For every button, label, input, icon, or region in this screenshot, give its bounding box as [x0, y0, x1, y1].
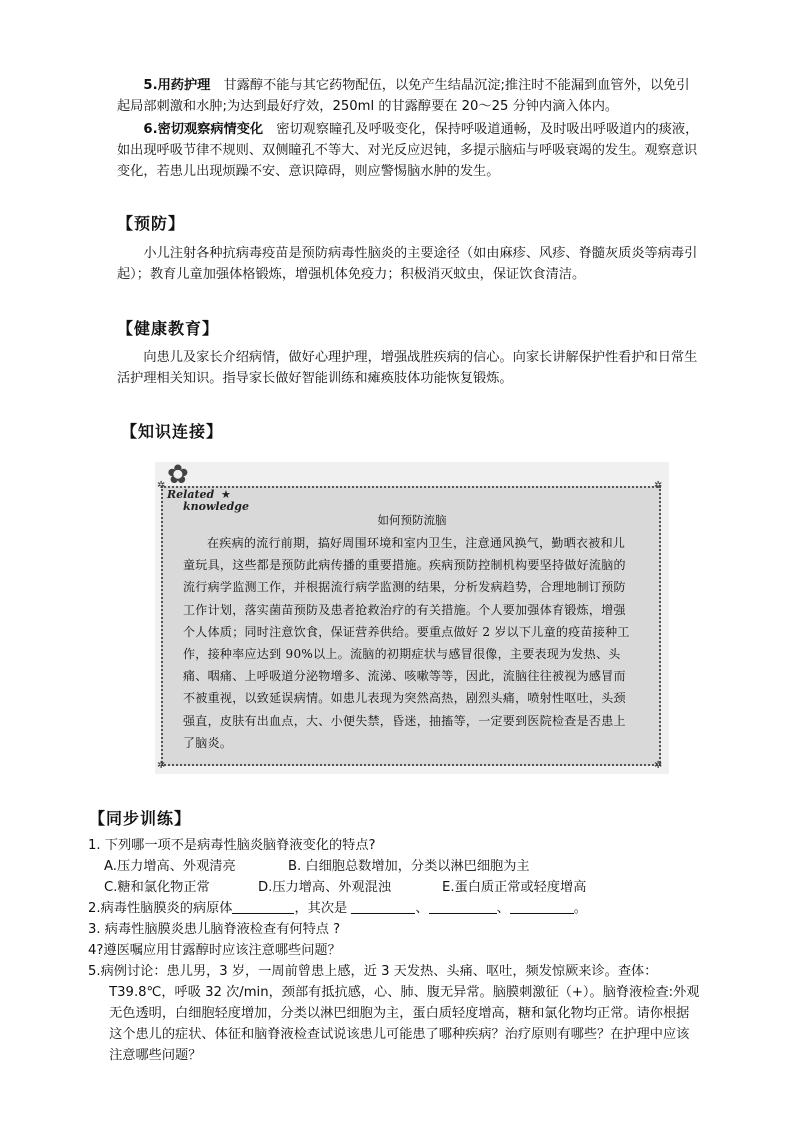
knowledge-body: 在疾病的流行前期，搞好周围环境和室内卫生，注意通风换气，勤晒衣被和儿童玩具，这些都是预防此病传播的重要措施。疾病预防控制机构要坚持做好流脑的流行病学监测工作，并根据流行病学监测的结果，分析发病趋势，合理地制订预防工作计划，落实菌苗预防及患者抢救治疗的有关措施。个人要加强体育锻炼，增强个人体质；同时注意饮食，保证营养供给。要重点做好 2 岁以下儿童的疫苗接种工作，接种率应达到 90%以上。流脑的初期症状与感冒很像，主要表现为发热、头痛、咽痛、上呼吸道分泌物增多、流涕、咳嗽等等，因此，流脑往往被视为感冒而不被重视，以致延误病情。如患儿表现为突然高热，剧烈头痛，喷射性呕吐，头颈强直，皮肤有出血点，大、小便失禁，昏迷，抽搐等，一定要到医院检查是否患上了脑炎。 — [183, 536, 630, 750]
logo-text-related: Related — [167, 488, 215, 501]
question-1-option-b: B. 白细胞总数增加，分类以淋巴细胞为主 — [288, 859, 530, 874]
answer-blank[interactable] — [351, 899, 415, 914]
frame-corner-ornament: ✲ — [157, 480, 166, 491]
prevention-text: 小儿注射各种抗病毒疫苗是预防病毒性脑炎的主要途径（如由麻疹、风疹、脊髓灰质炎等病毒引起）；教育儿童加强体格锻炼，增强机体免疫力；积极消灭蚊虫，保证饮食清洁。 — [117, 246, 698, 282]
section-5-paragraph — [117, 75, 702, 117]
answer-blank[interactable] — [510, 899, 574, 914]
answer-blank[interactable] — [429, 899, 497, 914]
question-1-option-e: E.蛋白质正常或轻度增高 — [442, 880, 587, 895]
health-education-text: 向患儿及家长介绍病情，做好心理护理，增强战胜疾病的信心。向家长讲解保护性看护和日常生活护理相关知识。指导家长做好智能训练和瘫痪肢体功能恢复锻炼。 — [117, 350, 698, 386]
question-2 — [88, 898, 708, 919]
question-2-text-secondary: ，其次是 — [294, 901, 348, 916]
question-3: 3. 病毒性脑膜炎患儿脑脊液检查有何特点 ? — [88, 922, 341, 937]
section-6-text: 密切观察瞳孔及呼吸变化，保持呼吸道通畅，及时吸出呼吸道内的痰液，如出现呼吸节律不规则、双侧瞳孔不等大、对光反应迟钝，多提示脑疝与呼吸衰竭的发生。观察意识变化，若患儿出现烦躁不安、意识障碍，则应警惕脑水肿的发生。 — [117, 122, 699, 179]
logo-text-knowledge: knowledge — [183, 500, 249, 513]
health-education-heading: 【健康教育】 — [117, 319, 220, 338]
separator: 、 — [496, 901, 510, 916]
prevention-heading: 【预防】 — [117, 214, 186, 233]
star-icon: ★ — [221, 488, 231, 501]
question-5 — [88, 961, 700, 1066]
answer-blank[interactable] — [232, 899, 294, 914]
question-5-text: 5.病例讨论：患儿男，3 岁，一周前曾患上感，近 3 天发热、头痛、呕吐，频发惊厥来诊。查体：T39.8℃，呼吸 32 次/min，颈部有抵抗感，心、肺、腹无异常。脑膜刺激征（+）。脑脊液检查:外观无色透明，白细胞轻度增加，分类以淋巴细胞为主，蛋白质轻度增高，糖和氯化物均正常。请你根据这个患儿的症状、体征和脑脊液检查试说该患儿可能患了哪种疾病？治疗原则有哪些？在护理中应该注意哪些问题？ — [88, 964, 700, 1063]
section-6-lead: 6.密切观察病情变化 — [143, 122, 264, 137]
section-5-text: 甘露醇不能与其它药物配伍，以免产生结晶沉淀;推注时不能漏到血管外，以免引起局部刺激和水肿;为达到最好疗效，250ml 的甘露醇要在 20～25 分钟内滴入体内。 — [117, 78, 690, 114]
question-2-text: 2.病毒性脑膜炎的病原体 — [88, 901, 233, 916]
question-1-option-d: D.压力增高、外观混浊 — [258, 880, 392, 895]
knowledge-box — [155, 462, 669, 774]
question-1-option-a: A.压力增高、外观清亮 — [104, 859, 236, 874]
separator: 、 — [415, 901, 429, 916]
frame-corner-ornament: ✲ — [157, 760, 166, 771]
related-knowledge-logo — [157, 462, 247, 512]
question-4: 4?遵医嘱应用甘露醇时应该注意哪些问题？ — [88, 943, 341, 958]
question-1-option-c: C.糖和氯化物正常 — [104, 880, 210, 895]
knowledge-heading: 【知识连接】 — [121, 422, 224, 441]
training-heading: 【同步训练】 — [89, 809, 192, 828]
section-5-lead: 5.用药护理 — [143, 78, 211, 93]
frame-corner-ornament: ✲ — [654, 760, 663, 771]
end-mark: 。 — [573, 901, 587, 916]
question-1: 1. 下列哪一项不是病毒性脑炎脑脊液变化的特点? — [88, 838, 376, 853]
flower-icon: ✿ — [167, 460, 189, 490]
frame-corner-ornament: ✲ — [654, 480, 663, 491]
knowledge-title: 如何预防流脑 — [377, 513, 447, 527]
section-6-paragraph — [117, 119, 702, 182]
